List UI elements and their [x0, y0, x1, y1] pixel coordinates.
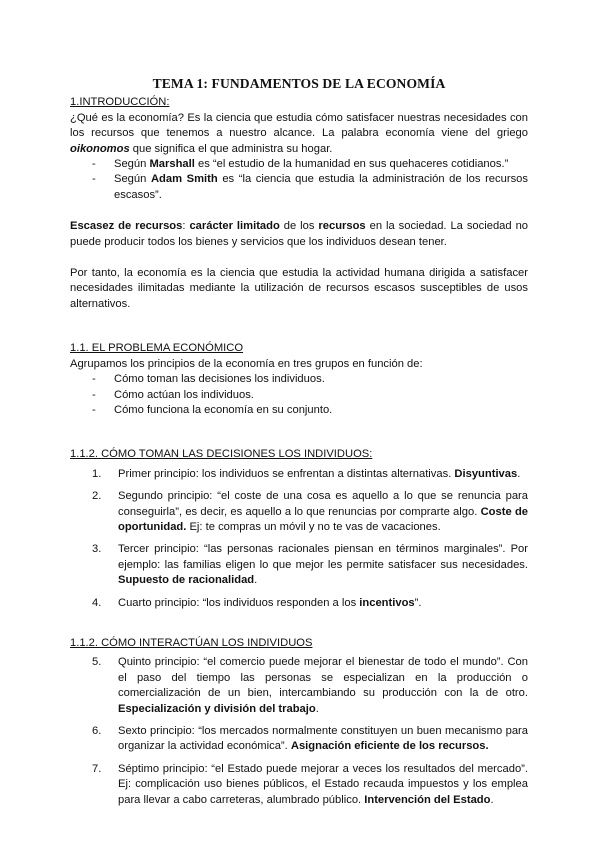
document-page	[70, 76, 528, 815]
text: Séptimo principio: “el Estado puede mejorar a veces los resultados del mercado”. Ej: complicación uso bienes públicos, el Estado recauda impuestos y los emplea para llevar a cabo carreteras, alumbrado público.	[118, 762, 528, 806]
item-number: 5.	[92, 656, 102, 669]
text: :	[182, 220, 190, 233]
term: Asignación eficiente de los recursos.	[290, 740, 489, 753]
principles-list-2	[70, 655, 528, 808]
conclusion-paragraph: Por tanto, la economía es la ciencia que estudia la actividad humana dirigida a satisfacer necesidades ilimitadas mediante la utilización de recursos escasos susceptibles de usos alternativos.	[70, 267, 528, 310]
text: Ej: te compras un móvil y no te vas de vacaciones.	[186, 520, 441, 533]
text: en la sociedad. La sociedad no puede producir todos los bienes y servicios que los individuos desean tener.	[70, 220, 529, 248]
list-item	[92, 542, 528, 588]
item-number: 7.	[92, 762, 102, 775]
definitions-list	[70, 157, 528, 203]
term: Intervención del Estado	[364, 793, 491, 806]
term: Especialización y división del trabajo	[118, 702, 316, 715]
author-name: Marshall	[149, 158, 195, 171]
list-item	[92, 388, 528, 403]
term: incentivos	[359, 596, 415, 609]
list-item	[92, 372, 528, 387]
list-item	[92, 157, 528, 172]
item-number: 2.	[92, 490, 102, 503]
text: Tercer principio: “las personas racionales piensan en términos marginales”. Por ejemplo: las familias eligen lo que mejor les permite satisfacer sus necesidades.	[118, 543, 528, 571]
text: Sexto principio: “los mercados normalmente constituyen un buen mecanismo para organizar la actividad económica”.	[118, 725, 528, 753]
dash-bullet: -	[92, 373, 96, 386]
intro-text-end: que significa el que administra su hogar.	[129, 142, 333, 155]
text: Cómo actúan los individuos.	[114, 388, 254, 401]
list-item	[92, 596, 528, 611]
list-item	[92, 403, 528, 418]
list-item	[92, 655, 528, 717]
text: .	[315, 702, 319, 715]
intro-text: ¿Qué es la economía? Es la ciencia que estudia cómo satisfacer nuestras necesidades con los recursos que tenemos a nuestro alcance. La palabra economía viene del griego	[70, 111, 528, 140]
list-item	[92, 724, 528, 755]
text: Segundo principio: “el coste de una cosa es aquello a lo que se renuncia para conseguirla”, es decir, es aquello a lo que renuncias por comprarte algo.	[118, 490, 528, 518]
text: es “la ciencia que estudia la administración de los recursos escasos”.	[114, 173, 528, 201]
groups-list	[70, 372, 528, 418]
problema-intro: Agrupamos los principios de la economía en tres grupos en función de:	[70, 357, 423, 370]
term: Supuesto de racionalidad	[118, 574, 255, 587]
item-number: 6.	[92, 725, 102, 737]
text: .	[490, 793, 494, 806]
text: .	[517, 467, 521, 480]
item-number: 4.	[92, 596, 102, 609]
term: Coste de oportunidad.	[118, 505, 528, 533]
document-title: TEMA 1: FUNDAMENTOS DE LA ECONOMÍA	[152, 76, 446, 91]
text: Cómo funciona la economía en su conjunto.	[114, 403, 333, 416]
dash-bullet: -	[92, 173, 96, 186]
section-heading-introduccion: 1.INTRODUCCIÓN:	[70, 96, 170, 109]
term: carácter limitado	[189, 220, 280, 233]
text: Según	[114, 158, 150, 171]
dash-bullet: -	[92, 388, 96, 401]
section-heading-problema: 1.1. EL PROBLEMA ECONÓMICO	[70, 342, 244, 355]
text: Primer principio: los individuos se enfrentan a distintas alternativas.	[118, 467, 455, 480]
list-item	[92, 762, 528, 808]
item-number: 3.	[92, 543, 102, 556]
escasez-paragraph	[70, 219, 528, 250]
author-name: Adam Smith	[150, 173, 218, 186]
list-item	[92, 172, 528, 203]
term: Disyuntivas	[454, 467, 518, 480]
item-number: 1.	[92, 467, 102, 480]
text: .	[254, 574, 258, 587]
intro-paragraph	[70, 111, 528, 157]
dash-bullet: -	[92, 158, 96, 171]
text: Cuarto principio: “los individuos responden a los	[118, 596, 360, 609]
section-heading-decisiones: 1.1.2. CÓMO TOMAN LAS DECISIONES LOS INDIVIDUOS:	[70, 448, 373, 461]
text: Según	[114, 173, 151, 186]
list-item	[92, 489, 528, 535]
principles-list-1	[70, 467, 528, 611]
text: de los	[279, 220, 319, 233]
section-heading-interactuan: 1.1.2. CÓMO INTERACTÚAN LOS INDIVIDUOS	[70, 636, 313, 649]
text: es “el estudio de la humanidad en sus quehaceres cotidianos.”	[194, 158, 509, 171]
term: Escasez de recursos	[70, 220, 183, 233]
list-item	[92, 467, 528, 482]
intro-term: oikonomos	[70, 142, 130, 155]
dash-bullet: -	[92, 403, 96, 416]
text: Cómo toman las decisiones los individuos.	[114, 373, 325, 386]
text: ”.	[414, 596, 422, 609]
text: Quinto principio: “el comercio puede mejorar el bienestar de todo el mundo”. Con el paso del tiempo las personas se especializan en la producción o comercialización de un bien, intercambiando su producción con la de otro.	[118, 656, 528, 700]
term: recursos	[318, 220, 366, 233]
